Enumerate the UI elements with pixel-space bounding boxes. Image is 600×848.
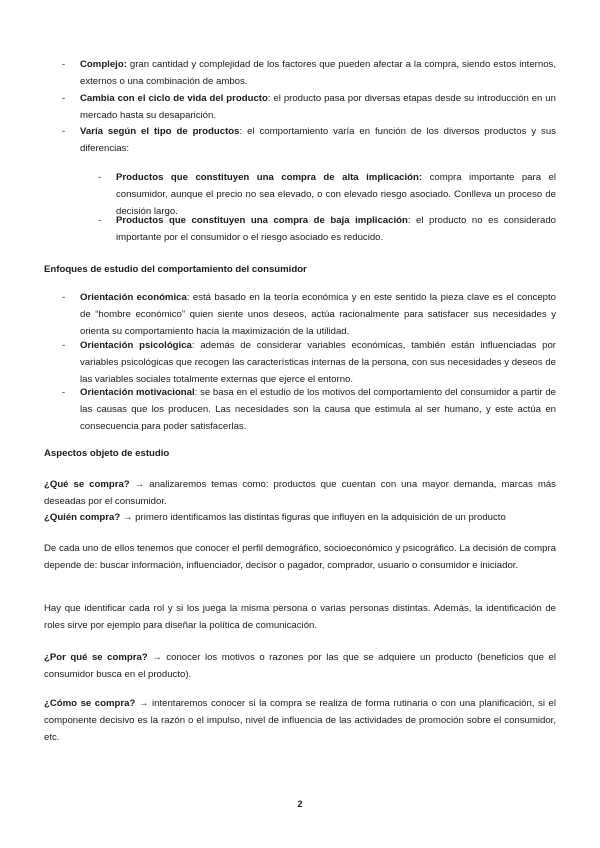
bullet-dash: - bbox=[62, 340, 66, 351]
list-item-text: : además de considerar variables económicas, también están influenciadas por variables psicológicas que recogen las características internas de la persona, con sus necesidades y deseos de las variables sociales totalmente externas que ejerce el entorno. bbox=[80, 340, 556, 385]
bullet-dash: - bbox=[98, 215, 102, 226]
question-paragraph bbox=[44, 477, 556, 511]
question-text: → intentaremos conocer si la compra se realiza de forma rutinaria o con una planificación, si el componente decisivo es la razón o el impulso, nivel de influencia de las actividades de promoción sobre el consumidor, etc. bbox=[44, 698, 556, 743]
list-item-term: Productos que constituyen una compra de baja implicación bbox=[116, 215, 408, 226]
question-term: ¿Cómo se compra? bbox=[44, 698, 136, 709]
list-item bbox=[80, 290, 556, 340]
question-term: ¿Qué se compra? bbox=[44, 479, 130, 490]
list-item-text: : el comportamiento varía en función de los diversos productos y sus diferencias: bbox=[80, 126, 556, 154]
bullet-dash: - bbox=[62, 126, 66, 137]
list-item-text: : el producto no es considerado importante por el consumidor o el riesgo asociado es reducido. bbox=[116, 215, 556, 243]
section-heading: Aspectos objeto de estudio bbox=[44, 448, 170, 459]
sublist-item bbox=[116, 213, 556, 247]
list-item-text: gran cantidad y complejidad de los factores que pueden afectar a la compra, siendo estos internos, externos o una combinación de ambos. bbox=[80, 59, 556, 87]
paragraph: Hay que identificar cada rol y si los juega la misma persona o varias personas distintas. Además, la identificación de roles sirve por ejemplo para diseñar la política de comunicación. bbox=[44, 603, 556, 631]
list-item bbox=[80, 57, 556, 91]
question-paragraph bbox=[44, 650, 556, 684]
list-item-text: : se basa en el estudio de los motivos del comportamiento del consumidor a partir de las causas que los producen. Las necesidades son la causa que estimula al ser humano, y este actúa en consecuencia para poder satisfacerlas. bbox=[80, 387, 556, 432]
section-heading: Enfoques de estudio del comportamiento del consumidor bbox=[44, 264, 307, 275]
page-number: 2 bbox=[297, 799, 303, 809]
bullet-dash: - bbox=[62, 93, 66, 104]
list-item bbox=[80, 385, 556, 435]
question-paragraph bbox=[44, 510, 564, 527]
question-paragraph bbox=[44, 696, 556, 746]
list-item-text: : está basado en la teoría económica y en este sentido la pieza clave es el concepto de “hombre económico” quien siente unos deseos, actúa racionalmente para satisfacer sus necesidades y orienta su comportamiento hacia la maximización de la utilidad. bbox=[80, 292, 557, 337]
list-item-term: Complejo: bbox=[80, 59, 127, 70]
list-item-term: Orientación psicológica bbox=[80, 340, 192, 351]
list-item-text: compra importante para el consumidor, aunque el precio no sea elevado, o con elevado riesgo asociado. Conlleva un proceso de decisión largo. bbox=[116, 172, 556, 217]
bullet-dash: - bbox=[62, 387, 66, 398]
list-item-term: Orientación motivacional bbox=[80, 387, 195, 398]
paragraph: De cada uno de ellos tenemos que conocer el perfil demográfico, socioeconómico y psicográfico. La decisión de compra depende de: buscar información, influenciador, decisor o pagador, comprador, usuario o consumidor e iniciador. bbox=[44, 543, 556, 571]
list-item bbox=[80, 91, 556, 125]
question-term: ¿Por qué se compra? bbox=[44, 652, 148, 663]
question-text: → conocer los motivos o razones por las que se adquiere un producto (beneficios que el consumidor busca en el producto). bbox=[44, 652, 557, 680]
list-item bbox=[80, 338, 556, 388]
bullet-dash: - bbox=[62, 59, 66, 70]
question-term: ¿Quién compra? bbox=[44, 512, 121, 523]
list-item-term: Varía según el tipo de productos bbox=[80, 126, 240, 137]
question-text: → primero identificamos las distintas figuras que influyen en la adquisición de un producto bbox=[120, 512, 506, 523]
list-item-term: Productos que constituyen una compra de alta implicación: bbox=[116, 172, 423, 183]
question-text: → analizaremos temas como: productos que cuentan con una mayor demanda, marcas más deseadas por el consumidor. bbox=[44, 479, 556, 507]
bullet-dash: - bbox=[62, 292, 66, 303]
list-item bbox=[80, 124, 556, 158]
list-item-term: Orientación económica bbox=[80, 292, 187, 303]
list-item-text: : el producto pasa por diversas etapas desde su introducción en un mercado hasta su desaparición. bbox=[80, 93, 556, 121]
list-item-term: Cambia con el ciclo de vida del producto bbox=[80, 93, 268, 104]
bullet-dash: - bbox=[98, 172, 102, 183]
